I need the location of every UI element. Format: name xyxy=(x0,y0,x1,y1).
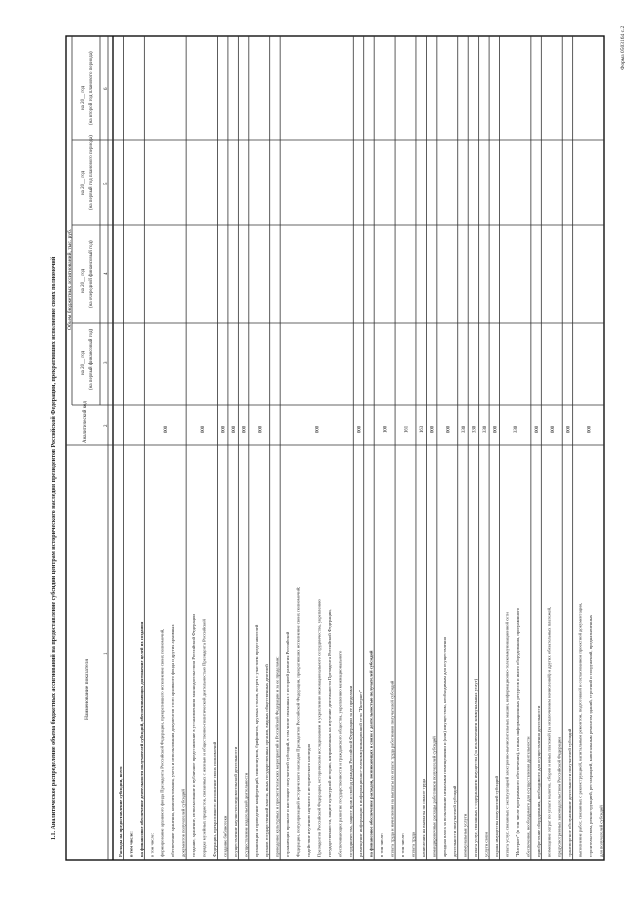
row-code: 161 xyxy=(404,425,410,433)
form-label: Форма 0503164 с.2 xyxy=(620,25,626,70)
row-label: охрана имущества получателей субсидий xyxy=(494,776,500,857)
row-label: для получателей субсидий xyxy=(598,805,604,857)
column-number-1: 1 xyxy=(104,652,109,655)
row-label: содействие изучению научного и исторического наследия xyxy=(305,744,311,857)
row-code: 000 xyxy=(232,425,238,433)
row-code: 000 xyxy=(446,425,452,433)
row-label: деятельности получателей субсидий xyxy=(452,785,458,857)
row-label: возмещение затрат по уплате налогов, сборов и иных платежей (за исключением начислений) и других обязательных платежей, xyxy=(546,606,552,857)
row-label: создание, хранение, использование и публичное представление в установленном законодательством Российской Федерации xyxy=(191,614,197,857)
row-label: начисления на выплаты по оплате труда xyxy=(420,778,426,857)
row-label: организация и проведение конференций, симпозиумов, брифингов, круглых столов, встреч с участием представителей xyxy=(253,624,259,857)
row-label: на финансовое обеспечение деятельности получателей субсидий, обеспечивающих достижение целей их создания xyxy=(138,621,144,857)
row-code: 000 xyxy=(535,425,541,433)
row-label: порядке музейных предметов, связанных с жизнью и общественно-политической деятельностью Президента Российской xyxy=(201,619,207,857)
column-number-4: 4 xyxy=(104,272,109,275)
header-year-1: на 20__ год xyxy=(81,350,86,375)
row-code: 000 xyxy=(164,425,170,433)
row-label: осуществление издательской деятельности xyxy=(243,772,249,857)
row-code: 000 xyxy=(221,425,227,433)
row-label: обеспечение хранения, комплектования, учета и использования документов этого архивного фонда и других архивных xyxy=(170,624,176,857)
row-code: 000 xyxy=(566,425,572,433)
row-label: создание библиотеки xyxy=(222,815,228,857)
header-year-3: на 20__ год xyxy=(81,170,86,195)
row-code: 000 xyxy=(242,425,248,433)
row-label: документов получателей субсидий xyxy=(180,789,186,857)
row-label: органов государственной власти, иных государственных органов, видных общественных деятелей xyxy=(264,664,270,857)
row-label: услуги связи xyxy=(483,832,489,857)
row-label: на финансовое обеспечение расходов, возникающих в связи с деятельностью получателей субсидий xyxy=(368,650,374,857)
row-label: обеспечивающих развитие государственности и гражданского общества, укреплению межнационального xyxy=(337,650,343,857)
row-label: осуществление научно-исследовательской деятельности xyxy=(232,746,238,857)
row-code: 100 xyxy=(383,425,389,433)
row-label: Федерации, прекратившего исполнение своих полномочий xyxy=(211,741,217,857)
row-code: 330 xyxy=(461,425,467,433)
row-label: оплата услуг, связанных с эксплуатацией электронно-вычислительных машин, информационно-телекоммуникационной сети xyxy=(504,612,510,857)
row-label: в том числе: xyxy=(149,833,155,857)
row-label: Федерации, популяризацией исторического наследия Президентов Российской Федерации, прекративших исполнение своих полномочий; xyxy=(295,586,301,857)
row-code: 000 xyxy=(258,425,264,433)
header-year-2: на 20__ год xyxy=(81,268,86,293)
row-code: 000 xyxy=(200,425,206,433)
row-label: приобретение оборудования, необходимого для осуществления деятельности xyxy=(535,705,541,857)
row-label: Президентов Российской Федерации, историческим исследованиям и укреплению межнационального сотрудничества, укреплению xyxy=(316,599,322,857)
row-code: 000 xyxy=(430,425,436,433)
column-number-5: 5 xyxy=(104,182,109,185)
row-label: выполнение работ, связанных с реконструкцией, капитальным ремонтом, подготовкой и согласованием проектной документации, xyxy=(577,602,583,857)
column-number-3: 3 xyxy=(104,361,109,364)
header-name: Наименование показателя xyxy=(84,659,90,720)
header-year-note-1: (на первый финансовый год) xyxy=(89,328,94,390)
row-label: строительством, реконструкцией, реставрацией, капитальным ремонтом зданий, строений и сооружений, предназначенных xyxy=(588,614,594,857)
row-label: предусмотренных законодательством Российской Федерации xyxy=(556,737,562,857)
row-code: 000 xyxy=(587,425,593,433)
row-label: проведение культурных и просветительских мероприятий в Российской Федерации и за ее пределами: xyxy=(274,656,280,857)
header-year-note-3: (на первый год планового периода) xyxy=(89,135,94,210)
row-label: обеспечения, необходимого для осуществления деятельности xyxy=(525,736,531,857)
row-label: государственности, защите культурной истории, направленных на изучение деятельности Президента Российской Федерации, xyxy=(326,609,332,857)
row-code: 330 xyxy=(472,425,478,433)
row-label: командировочные расходы работников получателей субсидий xyxy=(431,736,437,857)
row-label: транспортное обслуживание деятельности получателей субсидий xyxy=(567,728,573,857)
header-year-4: на 20__ год xyxy=(81,85,86,110)
row-code: 000 xyxy=(550,425,556,433)
row-label: отражающих прошлое и настоящее получателей субсидий, в том числе связанных с историей развития Российской xyxy=(285,631,291,857)
row-label: арендная плата за пользование нежилыми помещениями и (или) имуществом, необходимым для осуществления xyxy=(441,637,447,857)
row-code: 330 xyxy=(514,425,520,433)
row-label: оплата труда и начисления на выплаты по оплате труда работников получателей субсидий xyxy=(389,680,395,857)
row-label: Расходы на предоставление субсидии, всего xyxy=(117,766,123,857)
header-group: Объем бюджетных ассигнований, тыс. руб. xyxy=(67,228,73,330)
column-number-2: 2 xyxy=(104,424,109,427)
row-label: коммунальные услуги xyxy=(462,813,468,857)
section-title: 1.1. Аналитическое распределение объема бюджетных ассигнований на предоставление субсидии центрам исторического наследия президентов Российской Федерации, прекративших исполнение своих полномочий xyxy=(51,256,57,840)
row-label: формирование архивного фонда Президента Российской Федерации, прекратившего исполнение своих полномочий, xyxy=(159,628,165,857)
row-label: в том числе: xyxy=(379,833,385,857)
row-label: оплата труда xyxy=(410,832,416,857)
header-year-note-2: (на очередной финансовый год) xyxy=(89,240,94,308)
header-year-note-4: (на второй год планового периода) xyxy=(89,51,94,125)
row-label: размещение информации в информационно-телекоммуникационной сети "Интернет" xyxy=(358,689,364,857)
row-code: 000 xyxy=(493,425,499,433)
row-code: 163 xyxy=(420,425,426,433)
row-label: сотрудничества, защите прав и свобод граждан Российской Федерации за ее пределами xyxy=(347,685,353,857)
row-code: 330 xyxy=(482,425,488,433)
header-code: Аналитический код xyxy=(83,401,88,443)
row-code: 000 xyxy=(357,425,363,433)
row-label: "Интернет" (в том числе программного обеспечения), и иных информационных ресурсов и иного оборудования, программного xyxy=(514,607,520,857)
row-code: 000 xyxy=(315,425,321,433)
column-number-6: 6 xyxy=(104,87,109,90)
row-label: оплата услуг, связанных с содержанием имущества (за исключением коммунальных услуг) xyxy=(473,678,479,857)
row-label: в том числе: xyxy=(128,831,134,857)
row-label: в том числе: xyxy=(400,833,406,857)
